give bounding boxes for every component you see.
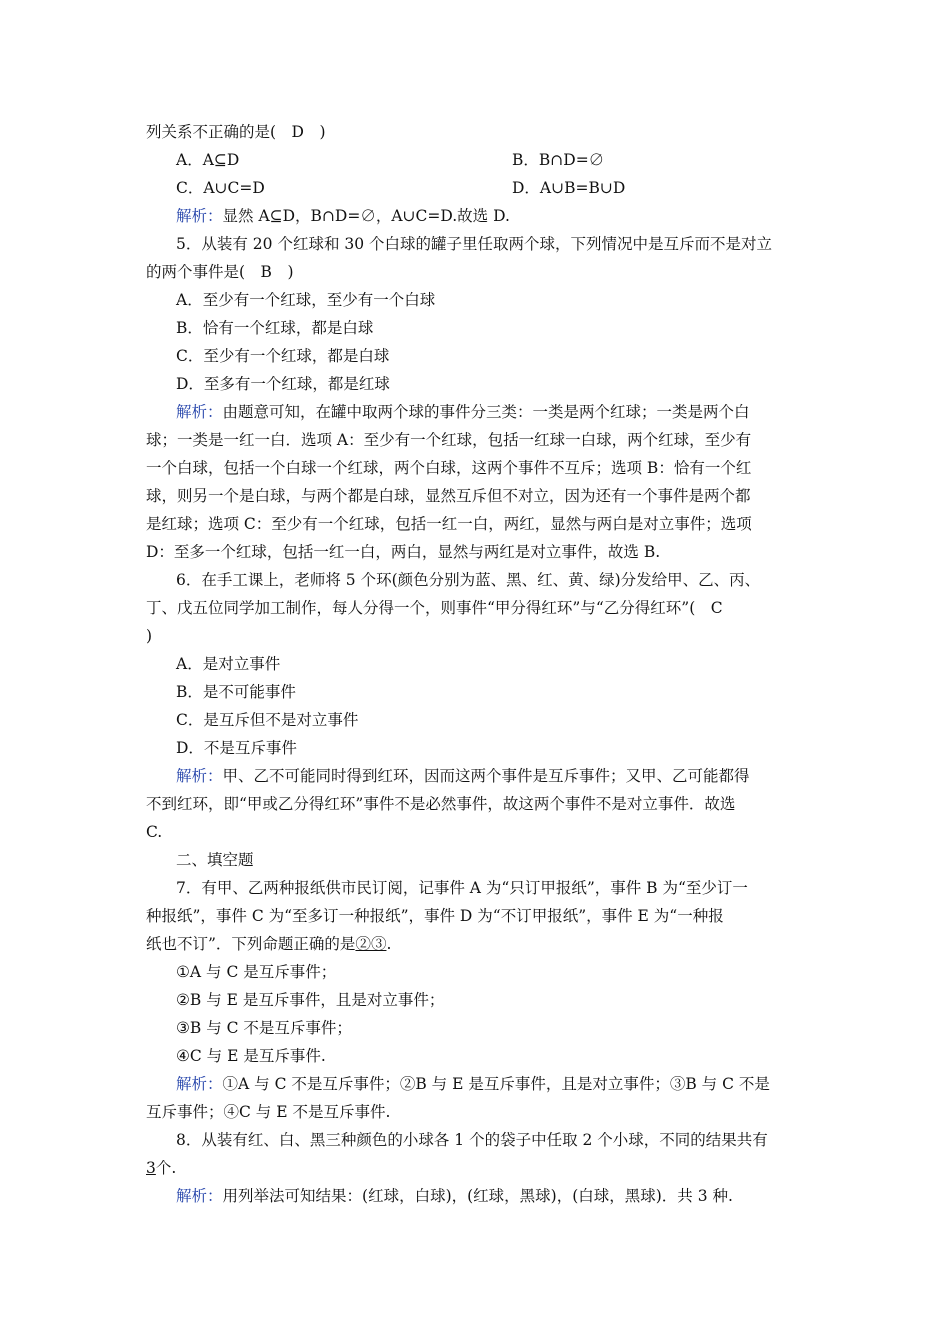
q5-solution-cont: 球，则另一个是白球，与两个都是白球，显然互斥但不对立，因为还有一个事件是两个都 <box>146 487 751 505</box>
question-5-stem-cont: 的两个事件是( B ) <box>146 263 294 281</box>
solution-label: 解析： <box>176 1187 223 1205</box>
q8-solution: 解析：用列举法可知结果：(红球，白球)，(红球，黑球)，(白球，黑球)．共 3 种. <box>176 1187 733 1205</box>
q5-option-c: C．至少有一个红球，都是白球 <box>176 347 390 365</box>
q5-solution-cont: 球；一类是一红一白．选项 A：至少有一个红球，包括一红球一白球，两个红球，至少有 <box>146 431 752 449</box>
q7-statement-1: ①A 与 C 是互斥事件； <box>176 963 337 981</box>
q5-option-a: A．至少有一个红球，至少有一个白球 <box>176 291 436 309</box>
solution-label: 解析： <box>176 1075 223 1093</box>
question-6-stem-cont: 丁、戊五位同学加工制作，每人分得一个，则事件“甲分得红环”与“乙分得红环”( C <box>146 599 723 617</box>
solution-label: 解析： <box>176 207 223 225</box>
q6-option-c: C．是互斥但不是对立事件 <box>176 711 359 729</box>
q7-solution: 解析：①A 与 C 不是互斥事件；②B 与 E 是互斥事件，且是对立事件；③B 与 C 不是 <box>176 1075 770 1093</box>
q6-solution: 解析：甲、乙不可能同时得到红环，因而这两个事件是互斥事件；又甲、乙可能都得 <box>176 767 750 785</box>
question-7-stem: 7．有甲、乙两种报纸供市民订阅，记事件 A 为“只订甲报纸”，事件 B 为“至少订一 <box>176 879 748 897</box>
q5-solution: 解析：由题意可知，在罐中取两个球的事件分三类：一类是两个红球；一类是两个白 <box>176 403 750 421</box>
q4-option-a: A．A⊆D <box>176 151 240 169</box>
question-7-stem-cont: 纸也不订”．下列命题正确的是②③. <box>146 935 392 953</box>
q6-option-d: D．不是互斥事件 <box>176 739 297 757</box>
q8-answer: 3 <box>146 1159 156 1177</box>
q5-solution-cont: D：至多一个红球，包括一红一白，两白，显然与两红是对立事件，故选 B. <box>146 543 661 561</box>
q6-solution-cont: 不到红环，即“甲或乙分得红环”事件不是必然事件，故这两个事件不是对立事件．故选 <box>146 795 736 813</box>
q4-option-c: C．A∪C=D <box>176 179 265 197</box>
q5-option-b: B．恰有一个红球，都是白球 <box>176 319 374 337</box>
solution-label: 解析： <box>176 767 223 785</box>
q7-statement-4: ④C 与 E 是互斥事件. <box>176 1047 326 1065</box>
question-5-stem: 5．从装有 20 个红球和 30 个白球的罐子里任取两个球，下列情况中是互斥而不是对立 <box>176 235 773 253</box>
section-heading-fill-in: 二、填空题 <box>176 851 254 869</box>
q6-option-a: A．是对立事件 <box>176 655 281 673</box>
question-7-stem-cont: 种报纸”，事件 C 为“至多订一种报纸”，事件 D 为“不订甲报纸”，事件 E 为“一种报 <box>146 907 724 925</box>
question-8-stem-cont: 3个. <box>146 1159 177 1177</box>
q5-solution-cont: 一个白球，包括一个白球一个红球，两个白球，这两个事件不互斥；选项 B：恰有一个红 <box>146 459 752 477</box>
q7-statement-2: ②B 与 E 是互斥事件，且是对立事件； <box>176 991 445 1009</box>
q4-solution: 解析：显然 A⊆D，B∩D=∅，A∪C=D.故选 D. <box>176 207 510 225</box>
question-6-stem-cont: ) <box>146 627 153 645</box>
question-6-stem: 6．在手工课上，老师将 5 个环(颜色分别为蓝、黑、红、黄、绿)分发给甲、乙、丙、 <box>176 571 761 589</box>
q7-solution-cont: 互斥事件；④C 与 E 不是互斥事件. <box>146 1103 391 1121</box>
q5-option-d: D．至多有一个红球，都是红球 <box>176 375 390 393</box>
q4-option-d: D．A∪B=B∪D <box>512 179 626 197</box>
question-8-stem: 8．从装有红、白、黑三种颜色的小球各 1 个的袋子中任取 2 个小球，不同的结果共有 <box>176 1131 768 1149</box>
q6-solution-cont: C. <box>146 823 163 841</box>
q7-answer: ②③ <box>355 935 387 953</box>
q6-option-b: B．是不可能事件 <box>176 683 296 701</box>
q7-statement-3: ③B 与 C 不是互斥事件； <box>176 1019 352 1037</box>
q4-option-b: B．B∩D=∅ <box>512 151 605 169</box>
question-4-stem-end: 列关系不正确的是( D ) <box>146 123 326 141</box>
q5-solution-cont: 是红球；选项 C：至少有一个红球，包括一红一白，两红，显然与两白是对立事件；选项 <box>146 515 752 533</box>
solution-label: 解析： <box>176 403 223 421</box>
